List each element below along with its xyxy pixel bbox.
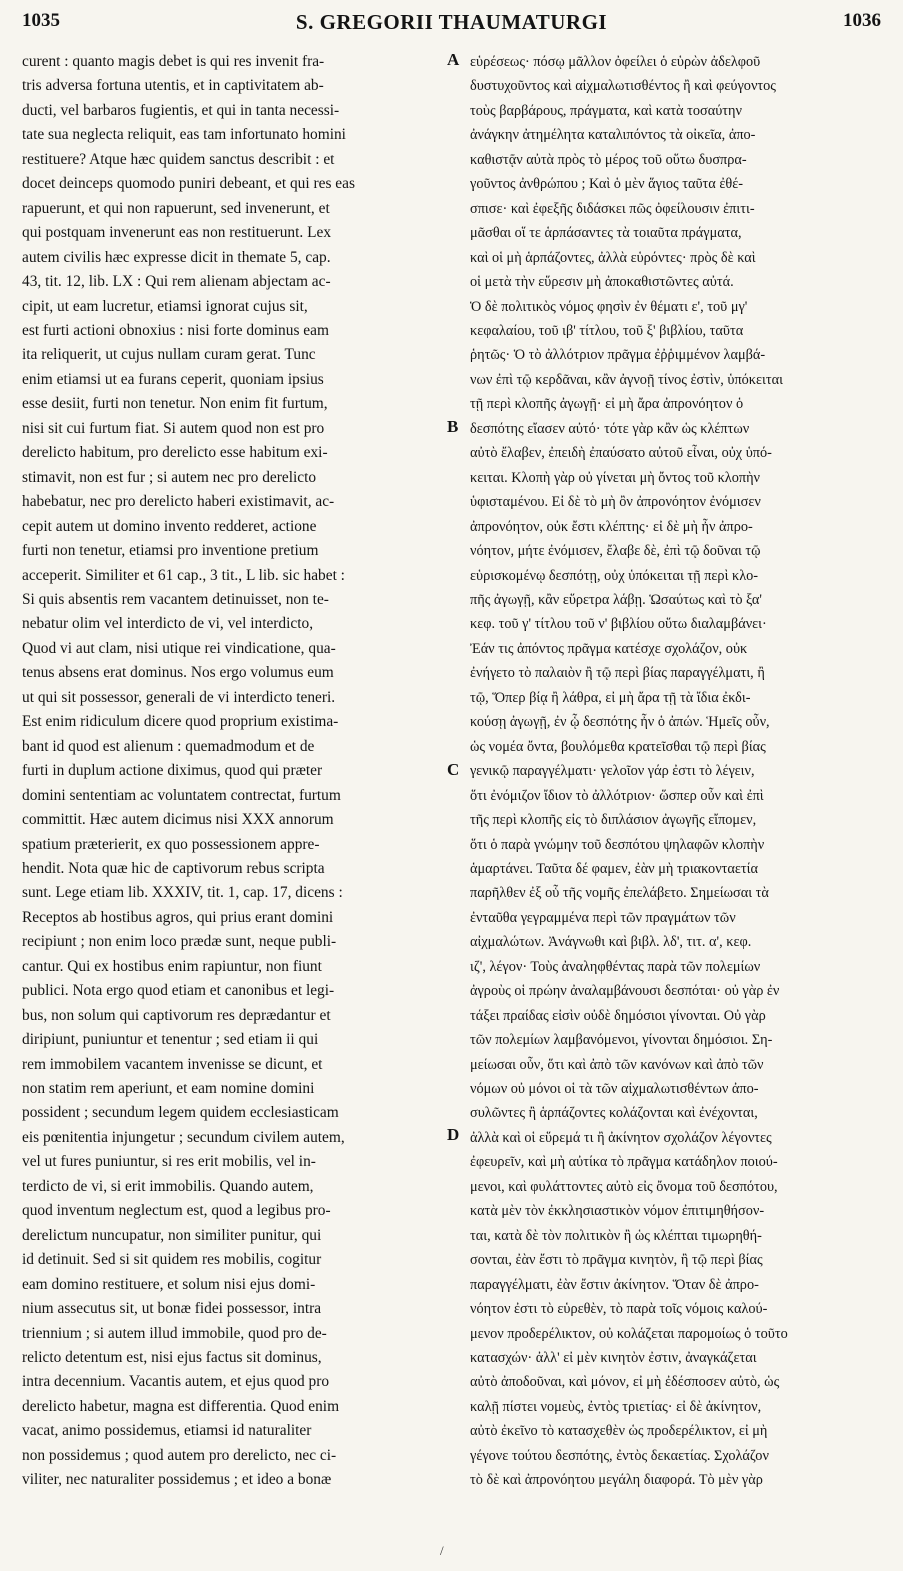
greek-text-line: νόμων οὐ μόνοι οἱ τὰ τῶν αἰχμαλωτισθέντων ἀπο- xyxy=(470,1081,759,1098)
latin-text-line: cepit autem ut domino invento redderet, actione xyxy=(22,517,317,535)
greek-text-line: δεσπότης εἴασεν αὐτό· τότε γὰρ κἂν ὡς κλέπτων xyxy=(470,420,750,437)
latin-text-line: tris adversa fortuna utentis, et in captivitatem ab- xyxy=(22,77,324,95)
latin-text-line: eis pœnitentia injungetur ; secundum civilem autem, xyxy=(22,1128,345,1146)
greek-text-line: εὑρέσεως· πόσῳ μᾶλλον ὀφείλει ὁ εὑρὼν ἀδελφοῦ xyxy=(470,54,761,70)
latin-text-line: acceperit. Similiter et 61 cap., 3 tit., L lib. sic habet : xyxy=(22,566,345,584)
latin-text-line: Quod vi aut clam, nisi utique rei vindicatione, qua- xyxy=(22,639,336,657)
latin-text-line: id detinuit. Sed si sit quidem res mobilis, cogitur xyxy=(22,1251,322,1269)
greek-column xyxy=(470,50,882,1493)
latin-text-line: recipiunt ; non enim loco prædæ sunt, neque publi- xyxy=(22,933,337,951)
greek-text-line: γοῦντος ἀνθρώπου ; Καὶ ὁ μὲν ἅγιος ταῦτα ἐθέ- xyxy=(470,176,743,193)
latin-text-line: 43, tit. 12, lib. LX : Qui rem alienam abjectam ac- xyxy=(22,273,331,291)
greek-text-line: μᾶσθαι οἵ τε ἁρπάσαντες τὰ τοιαῦτα πράγματα, xyxy=(470,225,742,242)
greek-text-line: καὶ οἱ μὴ ἁρπάζοντες, ἀλλὰ εὑρόντες· πρὸς δὲ καὶ xyxy=(470,249,756,266)
latin-text-line: rapuerunt, et qui non rapuerunt, sed invenerunt, et xyxy=(22,199,330,217)
greek-text-line: τῷ, Ὅπερ βίᾳ ἢ λάθρα, εἰ μὴ ἄρα τῇ τὰ ἴδια ἐκδι- xyxy=(470,689,751,706)
latin-text-line: tate sua neglecta reliquit, eas tam infortunato homini xyxy=(22,126,346,144)
greek-text-line: ἀλλὰ καὶ οἱ εὕρεμά τι ἢ ἀκίνητον σχολάζον λέγοντες xyxy=(470,1129,772,1146)
greek-text-line: κεφαλαίου, τοῦ ιβ' τίτλου, τοῦ ξ' βιβλίου, ταῦτα xyxy=(470,322,744,339)
latin-text-line: domini sententiam ac voluntatem contrectat, furtum xyxy=(22,786,341,804)
greek-text-line: αὐτὸ ἔλαβεν, ἐπειδὴ ἐπαύσατο αὐτοῦ εἶναι, οὐχ ὑπό- xyxy=(470,445,772,462)
greek-text-line: γενικῷ παραγγέλματι· γελοῖον γάρ ἐστι τὸ λέγειν, xyxy=(470,763,755,780)
latin-text-line: triennium ; si autem illud immobile, quod pro de- xyxy=(22,1324,327,1342)
latin-text-line: Est enim ridiculum dicere quod proprium existima- xyxy=(22,713,339,731)
latin-text-line: bus, non solum qui captivorum res deprædantur et xyxy=(22,1006,331,1024)
latin-text-line: terdicto de vi, si erit immobilis. Quando autem, xyxy=(22,1177,314,1195)
greek-text-line: νόητον ἐστι τὸ εὑρεθὲν, τὸ παρὰ τοῖς νόμοις καλού- xyxy=(470,1301,768,1318)
latin-text-line: esse desiit, furti non tenetur. Non enim fit furtum, xyxy=(22,395,328,413)
greek-text-line: ὅτι ὁ παρὰ γνώμην τοῦ δεσπότου ψηλαφῶν κλοπὴν xyxy=(470,836,765,853)
latin-text-line: vel ut fures puniuntur, si res erit mobilis, vel in- xyxy=(22,1153,316,1171)
greek-text-line: μείωσαι οὖν, ὅτι καὶ ἀπὸ τῶν κανόνων καὶ ἀπὸ τῶν xyxy=(470,1056,764,1073)
latin-text-line: enim etiamsi ut ea furans ceperit, quoniam ipsius xyxy=(22,370,324,388)
page-header xyxy=(22,0,881,46)
latin-text-line: diripiunt, puniuntur et tenentur ; sed etiam ii qui xyxy=(22,1031,319,1049)
greek-text-line: ιζ', λέγον· Τοὺς ἀναληφθέντας παρὰ τῶν πολεμίων xyxy=(470,958,761,975)
latin-text-line: bant id quod est alienum : quemadmodum et de xyxy=(22,737,315,755)
latin-text-line: stimavit, non est fur ; si autem nec pro derelicto xyxy=(22,468,317,486)
latin-text-line: non statim rem aperiunt, et eam nomine domini xyxy=(22,1080,315,1098)
latin-text-line: furti in duplum actione diximus, quod qui præter xyxy=(22,762,323,780)
latin-text-line: committit. Hæc autem dicimus nisi XXX annorum xyxy=(22,811,334,829)
latin-text-line: relicto detentum est, nisi ejus factus sit dominus, xyxy=(22,1349,322,1367)
latin-text-line: intra decennium. Vacantis autem, et ejus quod pro xyxy=(22,1373,330,1391)
greek-text-line: αὐτὸ ἐκεῖνο τὸ κατασχεθὲν ὡς προδερέλικτον, εἰ μὴ xyxy=(470,1423,768,1440)
latin-text-line: vacat, animo possidemus, etiamsi id naturaliter xyxy=(22,1422,312,1440)
latin-text-line: nisi sit cui furtum fiat. Si autem quod non est pro xyxy=(22,419,325,437)
greek-text-line: Ἐάν τις ἀπόντος πρᾶγμα κατέσχε σχολάζον, οὐκ xyxy=(470,640,748,657)
page-number-right: 1036 xyxy=(843,10,881,31)
latin-text-line: tenus absens erat dominus. Nos ergo volumus eum xyxy=(22,664,334,682)
greek-text-line: παραγγέλματι, ἐὰν ἔστιν ἀκίνητον. Ὅταν δὲ ἀπρο- xyxy=(470,1276,759,1293)
greek-text-line: καλῇ πίστει νομεὺς, ἐντὸς τριετίας· εἰ δὲ ἀκίνητον, xyxy=(470,1398,762,1415)
greek-text-line: νων ἐπὶ τῷ κερδᾶναι, κἂν ἀγνοῇ τίνος ἐστὶν, ὑπόκειται xyxy=(470,371,783,388)
latin-text-line: ut qui sit possessor, generali de vi interdicto teneri. xyxy=(22,688,336,706)
latin-text-line: possident ; secundum legem quidem ecclesiasticam xyxy=(22,1104,339,1122)
latin-text-line: furti non tenetur, etiamsi pro inventione pretium xyxy=(22,542,319,560)
greek-text-line: ἐνταῦθα γεγραμμένα περὶ τῶν πραγμάτων τῶν xyxy=(470,909,736,926)
latin-text-line: habebatur, nec pro derelicto haberi existimavit, ac- xyxy=(22,493,335,511)
latin-text-line: non possidemus ; quod autem pro derelicto, nec ci- xyxy=(22,1446,337,1464)
greek-text-line: κειται. Κλοπὴ γὰρ οὐ γίνεται μὴ ὄντος τοῦ κλοπὴν xyxy=(470,469,761,486)
greek-text-line: ἁμαρτάνει. Ταῦτα δέ φαμεν, ἐὰν μὴ τριακονταετία xyxy=(470,860,758,877)
latin-text-line: Si quis absentis rem vacantem detinuisset, non te- xyxy=(22,590,329,608)
section-marker-b: B xyxy=(447,417,459,436)
latin-text-line: sunt. Lege etiam lib. XXXIV, tit. 1, cap. 17, dicens : xyxy=(22,884,343,902)
latin-text-line: qui postquam invenerunt eas non restituerunt. Lex xyxy=(22,224,332,242)
greek-text-line: ἐφευρεῖν, καὶ μὴ αὐτίκα τὸ πρᾶγμα κατάδηλον ποιού- xyxy=(470,1154,778,1171)
latin-text-line: quod inventum neglectum est, quod a legibus pro- xyxy=(22,1202,331,1220)
latin-text-line: spatium præterierit, ex quo possessionem appre- xyxy=(22,835,320,853)
greek-text-line: Ὁ δὲ πολιτικὸς νόμος φησὶν ἐν θέματι ε', τοῦ μγ' xyxy=(470,298,748,315)
greek-text-line: ἀγροὺς οἱ πρώην ἀναλαμβάνουσι δεσπόται· οὐ γὰρ ἐν xyxy=(470,983,780,1000)
greek-text-line: καθιστᾷν αὐτὰ πρὸς τὸ μέρος τοῦ οὕτω δυσπρα- xyxy=(470,151,747,168)
latin-text-line: est furti actioni obnoxius : nisi forte dominus eam xyxy=(22,321,329,339)
greek-text-line: αὐτὸ ἀποδοῦναι, καὶ μόνον, εἰ μὴ ἐδέσποσεν αὐτὸ, ὡς xyxy=(470,1374,780,1391)
latin-text-line: hendit. Nota quæ hic de captivorum rebus scripta xyxy=(22,859,325,877)
section-marker-d: D xyxy=(447,1125,460,1144)
latin-text-line: publici. Nota ergo quod etiam et canonibus et legi- xyxy=(22,982,335,1000)
greek-text-line: μενον προδερέλικτον, οὐ κολάζεται παρομοίως ὁ τοῦτο xyxy=(470,1325,788,1342)
greek-text-line: πῆς ἀγωγῇ, κἂν εὕρετρα λάβῃ. Ὡσαύτως καὶ τὸ ξα' xyxy=(470,591,762,608)
latin-text-line: nebatur olim vel interdicto de vi, vel interdicto, xyxy=(22,615,314,633)
greek-text-line: τῇ περὶ κλοπῆς ἀγωγῇ· εἰ μὴ ἄρα ἀπρονόητον ὁ xyxy=(470,396,744,413)
footer-mark: / xyxy=(440,1543,444,1558)
greek-text-line: νόητον, μήτε ἐνόμισεν, ἔλαβε δὲ, ἐπὶ τῷ δοῦναι τῷ xyxy=(470,543,761,560)
latin-text-line: ducti, vel barbaros fugientis, et qui in tanta necessi- xyxy=(22,101,340,119)
greek-text-line: γέγονε τούτου δεσπότης, ἐντὸς δεκαετίας. Σχολάζον xyxy=(470,1447,769,1464)
running-title: S. GREGORII THAUMATURGI xyxy=(295,10,608,34)
latin-text-line: Receptos ab hostibus agros, qui prius erant domini xyxy=(22,908,334,926)
latin-text-line: restituere? Atque hæc quidem sanctus describit : et xyxy=(22,150,335,168)
latin-text-line: docet deinceps quomodo puniri debeant, et qui res eas xyxy=(22,175,355,193)
section-marker-a: A xyxy=(447,50,460,69)
latin-text-line: ita reliquerit, ut cujus nullam curam gerat. Tunc xyxy=(22,346,316,364)
greek-text-line: ἀπρονόητον, οὐκ ἔστι κλέπτης· εἰ δὲ μὴ ἦν ἀπρο- xyxy=(470,518,753,535)
latin-text-line: derelictum nuncupatur, non similiter punitur, qui xyxy=(22,1226,322,1244)
greek-text-line: τοὺς βαρβάρους, πράγματα, καὶ κατὰ τοσαύτην xyxy=(470,102,742,119)
greek-text-line: εὑρισκομένῳ δεσπότῃ, οὐχ ὑπόκειται τῇ περὶ κλο- xyxy=(470,567,759,584)
greek-text-line: σονται, ἐὰν ἔστι τὸ πρᾶγμα κινητὸν, ἢ τῷ περὶ βίας xyxy=(470,1252,763,1269)
greek-text-line: ὡς νομέα ὄντα, βουλόμεθα κρατεῖσθαι τῷ περὶ βίας xyxy=(470,738,766,755)
latin-text-line: eam domino restituere, et solum nisi ejus domi- xyxy=(22,1275,316,1293)
greek-text-line: κατὰ μὲν τὸν ἐκκλησιαστικὸν νόμον ἐπιτιμηθήσον- xyxy=(470,1203,765,1220)
greek-text-line: ται, κατὰ δὲ τὸν πολιτικὸν ἢ ὡς κλέπται τιμωρηθή- xyxy=(470,1227,762,1244)
latin-text-line: viliter, nec naturaliter possidemus ; et ideo a bonæ xyxy=(22,1471,332,1489)
greek-text-line: δυστυχοῦντος καὶ αἰχμαλωτισθέντος ἢ καὶ φεύγοντος xyxy=(470,78,776,95)
latin-text-line: cipit, ut eam lucretur, etiamsi ignorat cujus sit, xyxy=(22,297,308,315)
latin-column xyxy=(22,50,442,1493)
section-marker-c: C xyxy=(447,760,460,779)
greek-text-line: ὑφισταμένου. Εἰ δὲ τὸ μὴ ὂν ἀπρονόητον ἐνόμισεν xyxy=(470,494,761,511)
latin-text-line: cantur. Qui ex hostibus enim rapiuntur, non fiunt xyxy=(22,957,322,975)
greek-text-line: τάξει πραίδας εἰσὶν οὐδὲ δημόσιοι γίνονται. Οὐ γὰρ xyxy=(470,1007,766,1024)
greek-text-line: σπισε· καὶ ἐφεξῆς διδάσκει πῶς ὀφείλουσιν ἐπιτι- xyxy=(470,200,755,217)
greek-text-line: οἱ μετὰ τὴν εὕρεσιν μὴ ἀποκαθιστῶντες αὐτά. xyxy=(470,274,734,291)
greek-text-line: τὸ δὲ καὶ ἀπρονόητου μεγάλη διαφορά. Τὸ μὲν γὰρ xyxy=(470,1472,763,1489)
greek-text-line: ῥητῶς· Ὁ τὸ ἀλλότριον πρᾶγμα ἐῤῥιμμένον λαμβά- xyxy=(470,347,766,364)
greek-text-line: παρῆλθεν ἐξ οὗ τῆς νομῆς ἐπελάβετο. Σημείωσαι τὰ xyxy=(470,885,769,902)
greek-text-line: ἐνήγετο τὸ παλαιὸν ἢ τῷ περὶ βίας παραγγέλματι, ἢ xyxy=(470,665,765,682)
latin-text-line: derelicto habitum, pro derelicto esse habitum exi- xyxy=(22,444,328,462)
latin-text-line: derelicto habetur, magna est differentia. Quod enim xyxy=(22,1397,340,1415)
latin-text-line: nium assecutus sit, ut bonæ fidei possessor, intra xyxy=(22,1300,322,1318)
greek-text-line: συλῶντες ἢ ἁρπάζοντες κολάζονται καὶ ἐνέχονται, xyxy=(470,1105,758,1122)
greek-text-line: ὅτι ἐνόμιζον ἴδιον τὸ ἀλλότριον· ὥσπερ οὖν καὶ ἐπὶ xyxy=(470,787,764,804)
greek-text-line: κούσῃ ἀγωγῇ, ἐν ᾧ δεσπότης ἦν ὁ ἀπών. Ἡμεῖς οὖν, xyxy=(470,714,770,731)
latin-text-line: autem civilis hæc expresse dicit in themate 5, cap. xyxy=(22,248,331,266)
greek-text-line: τῆς περὶ κλοπῆς εἰς τὸ διπλάσιον ἀγωγῆς εἴπομεν, xyxy=(470,812,757,829)
greek-text-line: αἰχμαλώτων. Ἀνάγνωθι καὶ βιβλ. λδ', τιτ. α', κεφ. xyxy=(470,934,752,951)
latin-text-line: curent : quanto magis debet is qui res invenit fra- xyxy=(22,53,325,70)
page-number-left: 1035 xyxy=(22,10,60,31)
greek-text-line: κατασχών· ἀλλ' εἰ μὲν κινητὸν ἐστιν, ἀναγκάζεται xyxy=(470,1350,757,1367)
greek-text-line: τῶν πολεμίων λαμβανόμενοι, γίνονται δημόσιοι. Ση- xyxy=(470,1032,773,1049)
greek-text-line: κεφ. τοῦ γ' τίτλου τοῦ ν' βιβλίου οὕτω διαλαμβάνει· xyxy=(470,616,767,633)
greek-text-line: ἀνάγκην ἀτημέλητα καταλιπόντος τὰ οἰκεῖα, ἀπο- xyxy=(470,127,756,144)
latin-text-line: rem immobilem vacantem invenisse se dicunt, et xyxy=(22,1055,323,1073)
greek-text-line: μενοι, καὶ φυλάττοντες αὐτὸ εἰς ὄνομα τοῦ δεσπότου, xyxy=(470,1178,778,1195)
